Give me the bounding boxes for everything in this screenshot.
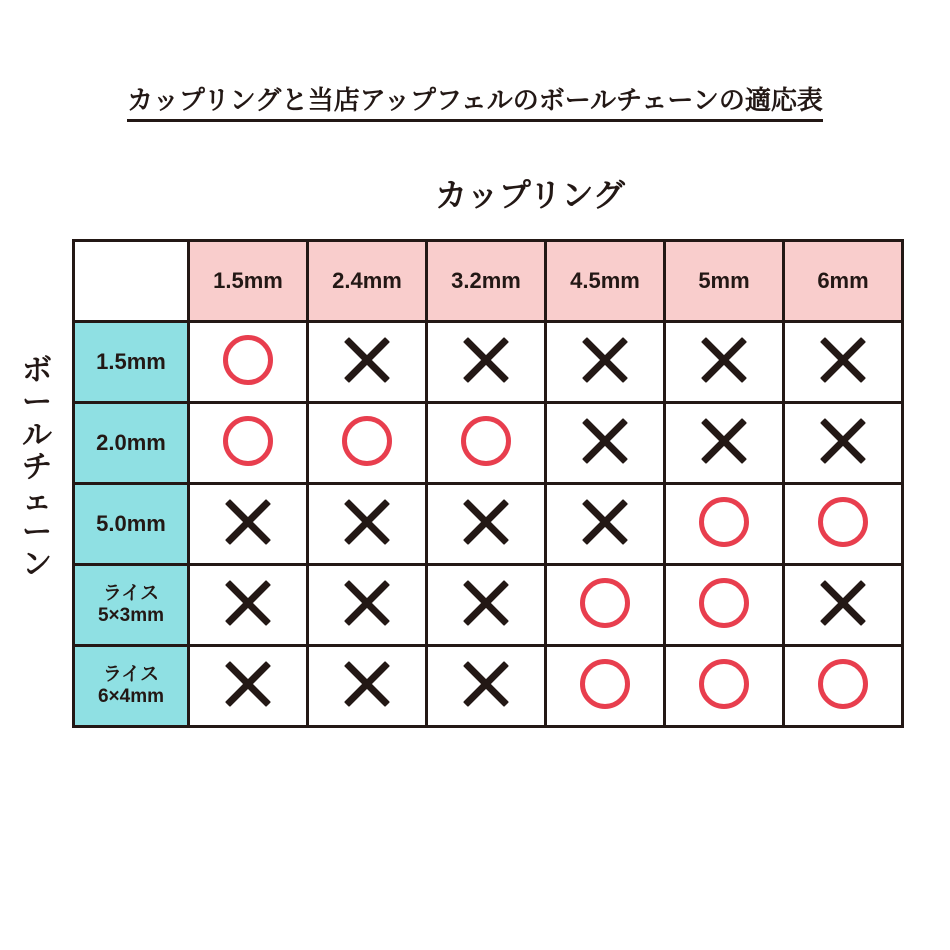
cross-mark-icon [461,335,511,385]
row-header-5-line-2: 6×4mm [97,686,165,707]
cell-r5c2 [308,646,427,727]
row-header-4-line-2: 5×3mm [97,605,165,626]
row-group-label-char-3: チ [22,451,52,485]
row-header-2-line-1: 2.0mm [96,430,166,456]
table-row [74,646,903,727]
circle-mark-icon [580,659,630,709]
cell-r2c2 [308,403,427,484]
cross-mark-icon [223,578,273,628]
cell-r2c4 [546,403,665,484]
table-row [74,484,903,565]
cell-r2c1 [189,403,308,484]
cell-r5c1 [189,646,308,727]
circle-mark-icon [699,578,749,628]
row-group-label-char-0: ボ [22,354,52,387]
circle-mark-icon [699,497,749,547]
column-header-3: 3.2mm [427,241,546,322]
table-corner-cell [74,241,189,322]
cell-r3c1 [189,484,308,565]
cell-r1c6 [784,322,903,403]
row-header-5 [74,646,189,727]
cell-r4c1 [189,565,308,646]
column-group-label: カップリング [435,177,625,213]
column-header-1: 1.5mm [189,241,308,322]
cell-r1c3 [427,322,546,403]
column-header-5: 5mm [665,241,784,322]
row-header-3 [74,484,189,565]
cross-mark-icon [342,578,392,628]
circle-mark-icon [818,659,868,709]
cell-r5c5 [665,646,784,727]
cross-mark-icon [342,497,392,547]
cell-r5c4 [546,646,665,727]
cross-mark-icon [818,578,868,628]
cell-r4c5 [665,565,784,646]
circle-mark-icon [818,497,868,547]
cell-r1c2 [308,322,427,403]
circle-mark-icon [223,335,273,385]
column-header-2: 2.4mm [308,241,427,322]
cell-r4c3 [427,565,546,646]
cross-mark-icon [461,578,511,628]
page-title-text: カップリングと当店アップフェルのボールチェーンの適応表 [127,84,823,122]
compatibility-table [72,239,904,728]
cell-r3c3 [427,484,546,565]
cell-r4c2 [308,565,427,646]
cell-r3c4 [546,484,665,565]
cross-mark-icon [699,335,749,385]
page-title [0,84,950,122]
cross-mark-icon [223,659,273,709]
row-group-label-char-2: ル [22,418,52,452]
cell-r3c2 [308,484,427,565]
row-header-5-line-1: ライス [102,664,160,686]
row-group-label-char-4: ェ [22,483,52,517]
table-row [74,403,903,484]
cell-r1c4 [546,322,665,403]
cell-r3c5 [665,484,784,565]
cell-r4c6 [784,565,903,646]
row-header-2 [74,403,189,484]
cell-r4c4 [546,565,665,646]
cross-mark-icon [461,497,511,547]
cell-r5c3 [427,646,546,727]
row-header-3-line-1: 5.0mm [96,511,166,537]
cell-r2c5 [665,403,784,484]
cross-mark-icon [818,416,868,466]
cell-r1c5 [665,322,784,403]
table-row [74,565,903,646]
column-header-4: 4.5mm [546,241,665,322]
circle-mark-icon [461,416,511,466]
cell-r5c6 [784,646,903,727]
cross-mark-icon [580,335,630,385]
compatibility-table-wrapper [72,239,904,728]
cell-r1c1 [189,322,308,403]
circle-mark-icon [223,416,273,466]
cross-mark-icon [580,416,630,466]
cross-mark-icon [342,335,392,385]
cross-mark-icon [818,335,868,385]
cross-mark-icon [223,497,273,547]
table-row [74,322,903,403]
row-group-label-char-1: ー [22,386,52,420]
cross-mark-icon [699,416,749,466]
cross-mark-icon [461,659,511,709]
table-header-row [74,241,903,322]
circle-mark-icon [342,416,392,466]
cross-mark-icon [342,659,392,709]
row-header-4-line-1: ライス [102,583,160,605]
cell-r2c3 [427,403,546,484]
row-header-1 [74,322,189,403]
row-group-label-char-6: ン [22,548,52,582]
row-group-label [14,355,60,582]
cross-mark-icon [580,497,630,547]
circle-mark-icon [580,578,630,628]
circle-mark-icon [699,659,749,709]
row-group-label-char-5: ー [22,515,52,549]
cell-r3c6 [784,484,903,565]
row-header-1-line-1: 1.5mm [96,349,166,375]
column-header-6: 6mm [784,241,903,322]
row-header-4 [74,565,189,646]
cell-r2c6 [784,403,903,484]
